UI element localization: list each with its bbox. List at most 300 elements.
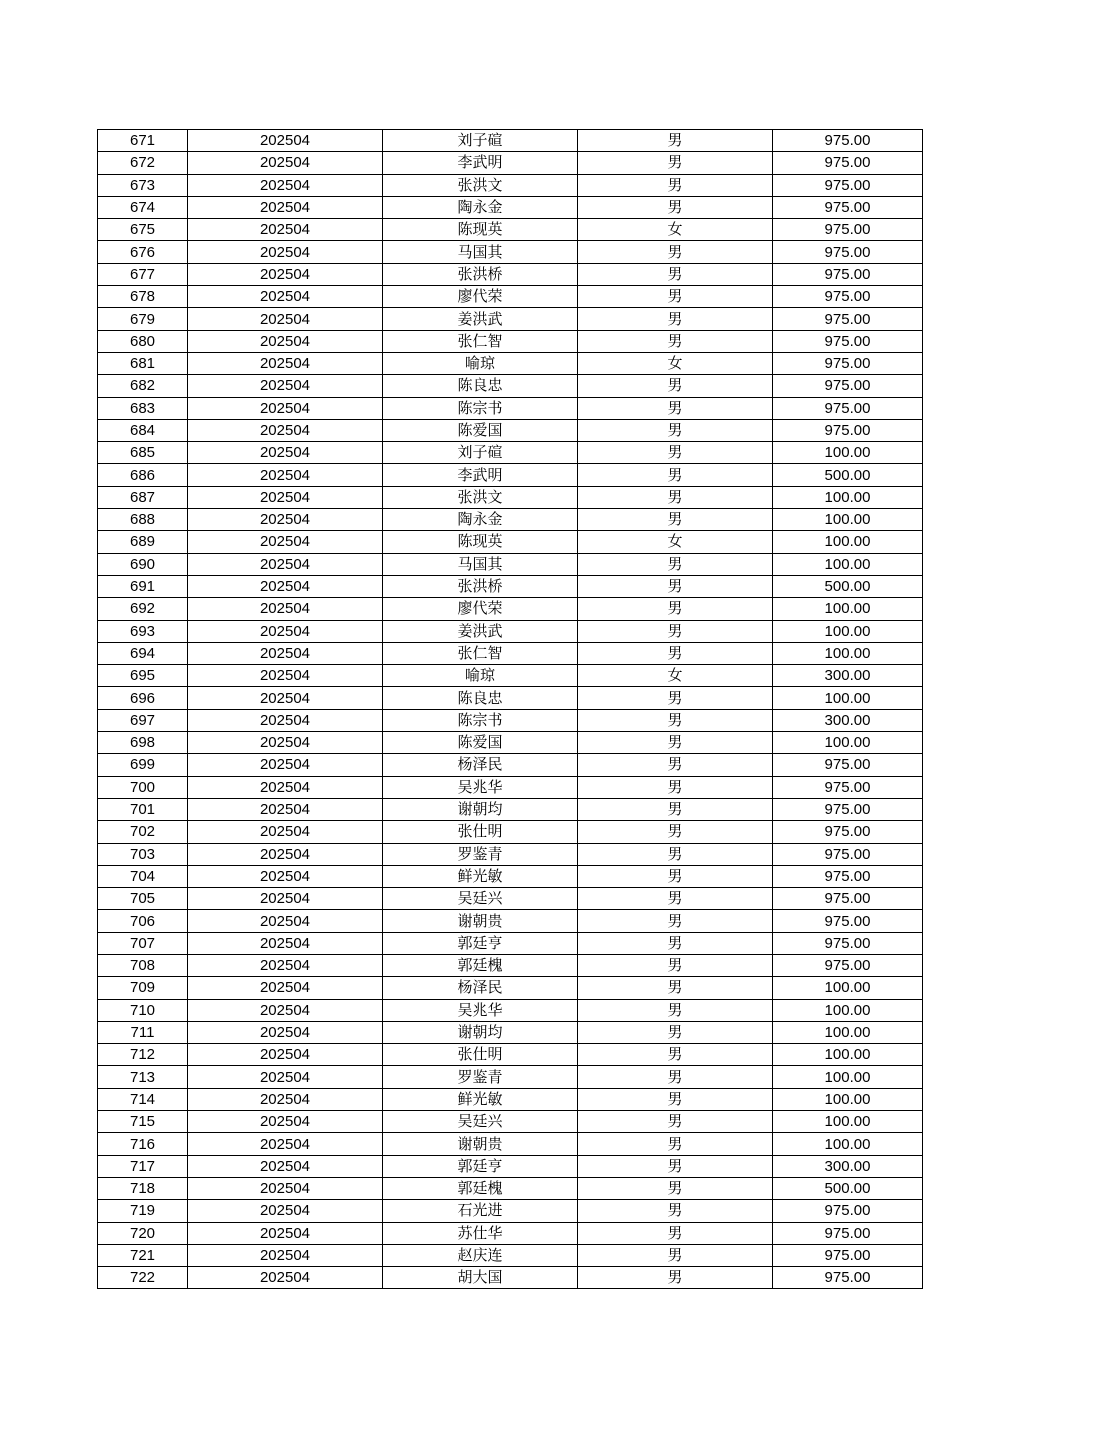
- gender-cell: 男: [578, 1111, 773, 1133]
- name-cell: 鲜光敏: [383, 865, 578, 887]
- name-cell: 陶永金: [383, 196, 578, 218]
- name-cell: 吴兆华: [383, 999, 578, 1021]
- period-cell: 202504: [188, 509, 383, 531]
- table-row: [98, 196, 923, 218]
- table-row: [98, 910, 923, 932]
- table-row: [98, 1111, 923, 1133]
- amount-cell: 100.00: [773, 977, 923, 999]
- gender-cell: 女: [578, 219, 773, 241]
- table-row: [98, 442, 923, 464]
- gender-cell: 男: [578, 977, 773, 999]
- table-row: [98, 352, 923, 374]
- period-cell: 202504: [188, 888, 383, 910]
- gender-cell: 男: [578, 509, 773, 531]
- name-cell: 谢朝均: [383, 1021, 578, 1043]
- period-cell: 202504: [188, 196, 383, 218]
- seq-cell: 679: [98, 308, 188, 330]
- table-row: [98, 776, 923, 798]
- gender-cell: 男: [578, 843, 773, 865]
- gender-cell: 男: [578, 1267, 773, 1289]
- amount-cell: 975.00: [773, 865, 923, 887]
- name-cell: 谢朝贵: [383, 910, 578, 932]
- seq-cell: 713: [98, 1066, 188, 1088]
- period-cell: 202504: [188, 1200, 383, 1222]
- name-cell: 马国其: [383, 241, 578, 263]
- amount-cell: 975.00: [773, 352, 923, 374]
- amount-cell: 100.00: [773, 1044, 923, 1066]
- amount-cell: 975.00: [773, 821, 923, 843]
- gender-cell: 男: [578, 263, 773, 285]
- seq-cell: 678: [98, 286, 188, 308]
- name-cell: 李武明: [383, 152, 578, 174]
- table-row: [98, 531, 923, 553]
- seq-cell: 672: [98, 152, 188, 174]
- period-cell: 202504: [188, 821, 383, 843]
- name-cell: 胡大国: [383, 1267, 578, 1289]
- amount-cell: 100.00: [773, 1066, 923, 1088]
- period-cell: 202504: [188, 1133, 383, 1155]
- name-cell: 喻琼: [383, 665, 578, 687]
- gender-cell: 男: [578, 687, 773, 709]
- gender-cell: 男: [578, 575, 773, 597]
- seq-cell: 675: [98, 219, 188, 241]
- table-row: [98, 1267, 923, 1289]
- gender-cell: 男: [578, 419, 773, 441]
- table-row: [98, 152, 923, 174]
- gender-cell: 男: [578, 464, 773, 486]
- amount-cell: 100.00: [773, 1133, 923, 1155]
- table-row: [98, 709, 923, 731]
- seq-cell: 698: [98, 732, 188, 754]
- name-cell: 张仁智: [383, 330, 578, 352]
- name-cell: 陈宗书: [383, 397, 578, 419]
- gender-cell: 男: [578, 1133, 773, 1155]
- seq-cell: 714: [98, 1088, 188, 1110]
- amount-cell: 975.00: [773, 798, 923, 820]
- gender-cell: 男: [578, 1044, 773, 1066]
- table-row: [98, 1200, 923, 1222]
- seq-cell: 695: [98, 665, 188, 687]
- amount-cell: 100.00: [773, 1021, 923, 1043]
- seq-cell: 686: [98, 464, 188, 486]
- amount-cell: 100.00: [773, 486, 923, 508]
- gender-cell: 男: [578, 1155, 773, 1177]
- table-row: [98, 241, 923, 263]
- name-cell: 吴廷兴: [383, 888, 578, 910]
- period-cell: 202504: [188, 620, 383, 642]
- name-cell: 杨泽民: [383, 754, 578, 776]
- table-row: [98, 174, 923, 196]
- table-row: [98, 375, 923, 397]
- seq-cell: 712: [98, 1044, 188, 1066]
- amount-cell: 975.00: [773, 888, 923, 910]
- amount-cell: 100.00: [773, 442, 923, 464]
- name-cell: 姜洪武: [383, 620, 578, 642]
- name-cell: 郭廷槐: [383, 1177, 578, 1199]
- name-cell: 石光进: [383, 1200, 578, 1222]
- period-cell: 202504: [188, 754, 383, 776]
- period-cell: 202504: [188, 1111, 383, 1133]
- table-row: [98, 821, 923, 843]
- table-row: [98, 1177, 923, 1199]
- table-row: [98, 642, 923, 664]
- gender-cell: 男: [578, 999, 773, 1021]
- period-cell: 202504: [188, 732, 383, 754]
- period-cell: 202504: [188, 665, 383, 687]
- seq-cell: 715: [98, 1111, 188, 1133]
- amount-cell: 975.00: [773, 286, 923, 308]
- gender-cell: 男: [578, 776, 773, 798]
- name-cell: 吴兆华: [383, 776, 578, 798]
- seq-cell: 719: [98, 1200, 188, 1222]
- gender-cell: 男: [578, 821, 773, 843]
- seq-cell: 690: [98, 553, 188, 575]
- table-row: [98, 1133, 923, 1155]
- name-cell: 谢朝贵: [383, 1133, 578, 1155]
- table-row: [98, 598, 923, 620]
- seq-cell: 705: [98, 888, 188, 910]
- table-row: [98, 888, 923, 910]
- period-cell: 202504: [188, 152, 383, 174]
- table-row: [98, 330, 923, 352]
- name-cell: 陈良忠: [383, 375, 578, 397]
- table-row: [98, 1222, 923, 1244]
- gender-cell: 男: [578, 1222, 773, 1244]
- seq-cell: 674: [98, 196, 188, 218]
- payment-table: [97, 129, 923, 1289]
- seq-cell: 683: [98, 397, 188, 419]
- name-cell: 张洪桥: [383, 575, 578, 597]
- amount-cell: 300.00: [773, 1155, 923, 1177]
- name-cell: 吴廷兴: [383, 1111, 578, 1133]
- period-cell: 202504: [188, 486, 383, 508]
- amount-cell: 300.00: [773, 709, 923, 731]
- gender-cell: 男: [578, 308, 773, 330]
- period-cell: 202504: [188, 263, 383, 285]
- seq-cell: 693: [98, 620, 188, 642]
- name-cell: 郭廷亨: [383, 1155, 578, 1177]
- table-row: [98, 219, 923, 241]
- amount-cell: 100.00: [773, 531, 923, 553]
- table-row: [98, 486, 923, 508]
- gender-cell: 男: [578, 196, 773, 218]
- name-cell: 马国其: [383, 553, 578, 575]
- name-cell: 陈爱国: [383, 419, 578, 441]
- gender-cell: 男: [578, 1177, 773, 1199]
- name-cell: 陈良忠: [383, 687, 578, 709]
- table-row: [98, 464, 923, 486]
- seq-cell: 708: [98, 954, 188, 976]
- gender-cell: 男: [578, 709, 773, 731]
- amount-cell: 975.00: [773, 375, 923, 397]
- amount-cell: 100.00: [773, 687, 923, 709]
- seq-cell: 696: [98, 687, 188, 709]
- gender-cell: 男: [578, 152, 773, 174]
- seq-cell: 697: [98, 709, 188, 731]
- gender-cell: 男: [578, 910, 773, 932]
- table-row: [98, 999, 923, 1021]
- seq-cell: 718: [98, 1177, 188, 1199]
- gender-cell: 男: [578, 330, 773, 352]
- period-cell: 202504: [188, 241, 383, 263]
- gender-cell: 男: [578, 397, 773, 419]
- amount-cell: 975.00: [773, 910, 923, 932]
- amount-cell: 300.00: [773, 665, 923, 687]
- name-cell: 张洪文: [383, 486, 578, 508]
- table-row: [98, 932, 923, 954]
- amount-cell: 100.00: [773, 553, 923, 575]
- seq-cell: 703: [98, 843, 188, 865]
- name-cell: 喻琼: [383, 352, 578, 374]
- amount-cell: 975.00: [773, 174, 923, 196]
- period-cell: 202504: [188, 352, 383, 374]
- gender-cell: 男: [578, 888, 773, 910]
- period-cell: 202504: [188, 286, 383, 308]
- gender-cell: 男: [578, 754, 773, 776]
- amount-cell: 975.00: [773, 419, 923, 441]
- gender-cell: 男: [578, 954, 773, 976]
- table-row: [98, 509, 923, 531]
- gender-cell: 女: [578, 665, 773, 687]
- table-row: [98, 1021, 923, 1043]
- seq-cell: 692: [98, 598, 188, 620]
- table-row: [98, 263, 923, 285]
- gender-cell: 男: [578, 932, 773, 954]
- gender-cell: 男: [578, 732, 773, 754]
- seq-cell: 691: [98, 575, 188, 597]
- period-cell: 202504: [188, 1177, 383, 1199]
- amount-cell: 500.00: [773, 464, 923, 486]
- period-cell: 202504: [188, 798, 383, 820]
- name-cell: 张仁智: [383, 642, 578, 664]
- table-row: [98, 732, 923, 754]
- period-cell: 202504: [188, 419, 383, 441]
- gender-cell: 男: [578, 1066, 773, 1088]
- period-cell: 202504: [188, 308, 383, 330]
- name-cell: 陈宗书: [383, 709, 578, 731]
- seq-cell: 689: [98, 531, 188, 553]
- seq-cell: 676: [98, 241, 188, 263]
- name-cell: 鲜光敏: [383, 1088, 578, 1110]
- name-cell: 刘子碹: [383, 130, 578, 152]
- name-cell: 罗鉴青: [383, 843, 578, 865]
- period-cell: 202504: [188, 397, 383, 419]
- seq-cell: 681: [98, 352, 188, 374]
- gender-cell: 男: [578, 1244, 773, 1266]
- period-cell: 202504: [188, 1066, 383, 1088]
- gender-cell: 男: [578, 442, 773, 464]
- name-cell: 郭廷槐: [383, 954, 578, 976]
- amount-cell: 975.00: [773, 219, 923, 241]
- period-cell: 202504: [188, 865, 383, 887]
- amount-cell: 975.00: [773, 1222, 923, 1244]
- period-cell: 202504: [188, 174, 383, 196]
- seq-cell: 702: [98, 821, 188, 843]
- amount-cell: 975.00: [773, 932, 923, 954]
- seq-cell: 688: [98, 509, 188, 531]
- period-cell: 202504: [188, 442, 383, 464]
- table-row: [98, 130, 923, 152]
- table-row: [98, 620, 923, 642]
- name-cell: 杨泽民: [383, 977, 578, 999]
- amount-cell: 975.00: [773, 130, 923, 152]
- gender-cell: 男: [578, 642, 773, 664]
- name-cell: 张仕明: [383, 821, 578, 843]
- seq-cell: 700: [98, 776, 188, 798]
- seq-cell: 717: [98, 1155, 188, 1177]
- amount-cell: 100.00: [773, 509, 923, 531]
- name-cell: 刘子碹: [383, 442, 578, 464]
- seq-cell: 694: [98, 642, 188, 664]
- seq-cell: 677: [98, 263, 188, 285]
- seq-cell: 680: [98, 330, 188, 352]
- period-cell: 202504: [188, 642, 383, 664]
- seq-cell: 709: [98, 977, 188, 999]
- period-cell: 202504: [188, 130, 383, 152]
- gender-cell: 女: [578, 531, 773, 553]
- period-cell: 202504: [188, 598, 383, 620]
- amount-cell: 100.00: [773, 620, 923, 642]
- table-row: [98, 665, 923, 687]
- table-row: [98, 553, 923, 575]
- gender-cell: 男: [578, 553, 773, 575]
- amount-cell: 100.00: [773, 642, 923, 664]
- table-row: [98, 1244, 923, 1266]
- seq-cell: 682: [98, 375, 188, 397]
- seq-cell: 704: [98, 865, 188, 887]
- gender-cell: 男: [578, 375, 773, 397]
- seq-cell: 711: [98, 1021, 188, 1043]
- name-cell: 陈现英: [383, 531, 578, 553]
- gender-cell: 男: [578, 798, 773, 820]
- amount-cell: 975.00: [773, 152, 923, 174]
- period-cell: 202504: [188, 1021, 383, 1043]
- seq-cell: 707: [98, 932, 188, 954]
- name-cell: 罗鉴青: [383, 1066, 578, 1088]
- seq-cell: 701: [98, 798, 188, 820]
- gender-cell: 男: [578, 174, 773, 196]
- gender-cell: 男: [578, 286, 773, 308]
- table-row: [98, 977, 923, 999]
- seq-cell: 687: [98, 486, 188, 508]
- name-cell: 廖代荣: [383, 598, 578, 620]
- gender-cell: 女: [578, 352, 773, 374]
- table-row: [98, 843, 923, 865]
- payment-table-body: [98, 130, 923, 1289]
- period-cell: 202504: [188, 954, 383, 976]
- period-cell: 202504: [188, 1044, 383, 1066]
- name-cell: 姜洪武: [383, 308, 578, 330]
- table-row: [98, 798, 923, 820]
- amount-cell: 975.00: [773, 1244, 923, 1266]
- gender-cell: 男: [578, 1200, 773, 1222]
- name-cell: 陶永金: [383, 509, 578, 531]
- seq-cell: 673: [98, 174, 188, 196]
- seq-cell: 699: [98, 754, 188, 776]
- amount-cell: 975.00: [773, 397, 923, 419]
- amount-cell: 975.00: [773, 776, 923, 798]
- period-cell: 202504: [188, 776, 383, 798]
- period-cell: 202504: [188, 1088, 383, 1110]
- period-cell: 202504: [188, 1222, 383, 1244]
- amount-cell: 975.00: [773, 263, 923, 285]
- table-row: [98, 865, 923, 887]
- amount-cell: 975.00: [773, 1200, 923, 1222]
- seq-cell: 720: [98, 1222, 188, 1244]
- table-row: [98, 1155, 923, 1177]
- period-cell: 202504: [188, 910, 383, 932]
- name-cell: 赵庆连: [383, 1244, 578, 1266]
- table-row: [98, 308, 923, 330]
- gender-cell: 男: [578, 241, 773, 263]
- period-cell: 202504: [188, 843, 383, 865]
- seq-cell: 722: [98, 1267, 188, 1289]
- name-cell: 张洪文: [383, 174, 578, 196]
- period-cell: 202504: [188, 575, 383, 597]
- period-cell: 202504: [188, 932, 383, 954]
- amount-cell: 100.00: [773, 732, 923, 754]
- table-row: [98, 754, 923, 776]
- gender-cell: 男: [578, 620, 773, 642]
- gender-cell: 男: [578, 598, 773, 620]
- period-cell: 202504: [188, 999, 383, 1021]
- period-cell: 202504: [188, 464, 383, 486]
- seq-cell: 716: [98, 1133, 188, 1155]
- gender-cell: 男: [578, 486, 773, 508]
- gender-cell: 男: [578, 865, 773, 887]
- name-cell: 张洪桥: [383, 263, 578, 285]
- name-cell: 郭廷亨: [383, 932, 578, 954]
- amount-cell: 975.00: [773, 843, 923, 865]
- name-cell: 陈爱国: [383, 732, 578, 754]
- table-row: [98, 286, 923, 308]
- period-cell: 202504: [188, 330, 383, 352]
- period-cell: 202504: [188, 375, 383, 397]
- seq-cell: 706: [98, 910, 188, 932]
- table-row: [98, 397, 923, 419]
- amount-cell: 100.00: [773, 1111, 923, 1133]
- amount-cell: 100.00: [773, 598, 923, 620]
- period-cell: 202504: [188, 1155, 383, 1177]
- seq-cell: 685: [98, 442, 188, 464]
- table-row: [98, 687, 923, 709]
- table-row: [98, 419, 923, 441]
- amount-cell: 975.00: [773, 754, 923, 776]
- amount-cell: 975.00: [773, 330, 923, 352]
- name-cell: 李武明: [383, 464, 578, 486]
- seq-cell: 671: [98, 130, 188, 152]
- amount-cell: 500.00: [773, 575, 923, 597]
- seq-cell: 684: [98, 419, 188, 441]
- period-cell: 202504: [188, 531, 383, 553]
- table-row: [98, 575, 923, 597]
- name-cell: 张仕明: [383, 1044, 578, 1066]
- table-row: [98, 1044, 923, 1066]
- name-cell: 苏仕华: [383, 1222, 578, 1244]
- name-cell: 陈现英: [383, 219, 578, 241]
- period-cell: 202504: [188, 687, 383, 709]
- amount-cell: 100.00: [773, 999, 923, 1021]
- amount-cell: 975.00: [773, 241, 923, 263]
- gender-cell: 男: [578, 130, 773, 152]
- amount-cell: 975.00: [773, 308, 923, 330]
- amount-cell: 100.00: [773, 1088, 923, 1110]
- period-cell: 202504: [188, 1244, 383, 1266]
- seq-cell: 721: [98, 1244, 188, 1266]
- name-cell: 谢朝均: [383, 798, 578, 820]
- gender-cell: 男: [578, 1088, 773, 1110]
- gender-cell: 男: [578, 1021, 773, 1043]
